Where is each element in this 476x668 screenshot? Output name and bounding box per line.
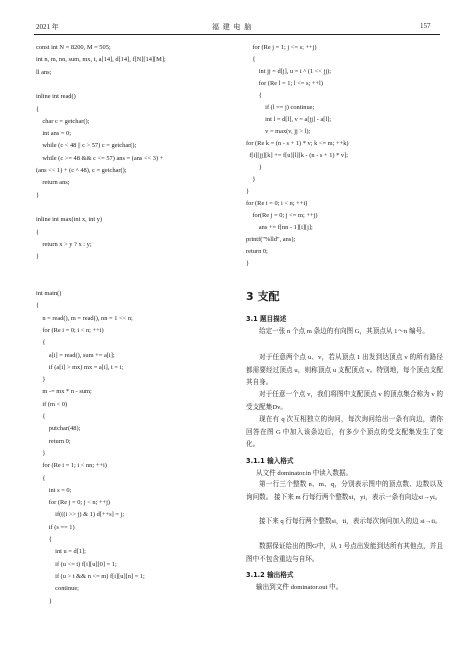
code-line: ans += f[nn - 1][i][j]; (246, 224, 313, 231)
code-line: f[i][jj][k] += f[u][l][k - (n - s + 1) * v]; (246, 152, 349, 159)
code-line: ll ans; (36, 68, 52, 76)
code-line: int n, m, nn, sum, mx, t, a[14], d[14], f[N][14][M]; (36, 56, 166, 64)
paragraph: 第一行三个整数 n、m、q，分别表示图中的顶点数、边数以及询问数。 接下来 m 行每行两个整数xi，yi，表示一条有向边xi→yi。 (246, 481, 443, 501)
code-line: int s = 0; (36, 486, 72, 494)
code-line: for (Re j = 0; j < n; ++j) (36, 499, 111, 507)
code-line: if (a[i] > mx) mx = a[i], t = i; (36, 363, 124, 371)
code-line: for (Re i = 1; i < nn; ++i) (36, 462, 107, 470)
code-line: return 0; (36, 437, 71, 445)
output-format-title: 3.1.2 输出格式 (246, 571, 294, 579)
paragraph: 数据保证给出的图G中，从 1 号点出发能到达所有其他点，并且图中不包含重边与自环。 (246, 543, 443, 563)
code-line: for (Re i = 0; i < n; ++i) (246, 200, 308, 207)
code-line: } (246, 176, 256, 183)
code-line: inline int max(int x, int y) (36, 216, 103, 224)
code-line: } (246, 260, 250, 267)
code-line: return ans; (36, 179, 70, 187)
code-line: for (Re l = 1; l <= s; ++l) (246, 80, 323, 87)
code-line: a[i] = read(), sum += a[i]; (36, 351, 115, 359)
output-file-line: 输出到文件 dominator.out 中。 (256, 584, 343, 591)
code-line: int jj = d[j], u = i ^ (1 << jj); (246, 68, 332, 75)
section-title: 3 支配 (246, 290, 280, 303)
code-line: int l = d[l], v = a[jj] - a[l]; (246, 116, 332, 123)
code-line: if(((i >> j) & 1) d[++s] = j; (36, 511, 125, 519)
code-line: char c = getchar(); (36, 117, 90, 125)
code-line: { (36, 474, 46, 482)
code-line: continue; (36, 585, 79, 593)
code-line: putchar(48); (36, 425, 81, 433)
code-line: int u = d[1]; (36, 548, 86, 556)
paragraph: 对于任意两个点 u、v，若从顶点 1 出发到达顶点 v 的所有路径都需要经过顶点 u，则称顶点 u 支配顶点 v。特别地，每个顶点支配其自身。 (246, 354, 443, 386)
code-line: if (m < 0) (36, 400, 68, 408)
header-journal: 福 建 电 脑 (212, 23, 253, 31)
code-line: { (36, 339, 46, 347)
code-line: return x > y ? x : y; (36, 240, 92, 248)
code-line: { (36, 302, 40, 310)
code-line: (ans << 1) + (c ^ 48), c = getchar(); (36, 167, 127, 174)
code-line: while (c < 48 || c > 57) c = getchar(); (36, 142, 137, 150)
code-line: for(Re j = 0; j <= m; ++j) (246, 212, 318, 219)
code-line: } (36, 191, 40, 199)
code-line: } (36, 376, 46, 384)
code-line: { (36, 536, 52, 543)
code-line: { (36, 228, 40, 236)
code-line: { (246, 56, 256, 63)
code-line: { (36, 413, 46, 420)
code-line: const int N = 8200, M = 505; (36, 44, 111, 51)
code-line: inline int read() (36, 93, 76, 101)
code-line: if (u > t && n <= m) f[i][u][n] = 1; (36, 572, 145, 580)
code-line: for (Re k = (n - s + 1) * v; k <= m; ++k) (246, 140, 349, 147)
header-rule (34, 34, 440, 35)
code-line: if (l == j) continue; (246, 104, 315, 111)
code-line: v = max(v, jj > l); (246, 128, 311, 135)
code-line: return 0; (246, 248, 268, 255)
code-line: printf("%lld", ans); (246, 236, 296, 243)
code-line: for (Re i = 0; i < n; ++i) (36, 326, 104, 334)
code-line: if (u <= t) f[i][u][0] = 1; (36, 560, 117, 568)
code-line: while (c >= 48 && c <= 57) ans = (ans << 3) + (36, 154, 164, 162)
code-line: } (36, 253, 40, 261)
code-line: { (36, 105, 40, 113)
code-line: } (36, 449, 46, 457)
subsection-title: 3.1 题目描述 (246, 315, 287, 323)
code-line: } (36, 597, 52, 605)
input-file-line: 从文件 dominator.in 中读入数据。 (256, 470, 353, 477)
input-format-title: 3.1.1 输入格式 (246, 457, 294, 465)
paragraph: 对于任意一个点 v，我们将图中支配顶点 v 的顶点集合称为 v 的受支配集Dv。 (246, 391, 443, 411)
code-line: n = read(), m = read(), nn = 1 << n; (36, 314, 133, 322)
header-year: 2021 年 (36, 23, 59, 31)
paragraph: 给定一张 n 个点 m 条边的有向图 G，其顶点从 1～n 编号。 (259, 328, 429, 335)
code-line: for (Re j = 1; j <= s; ++j) (246, 44, 317, 51)
paragraph: 接下来 q 行每行两个整数si，ti，表示每次询问加入的边 si→ti。 (259, 518, 442, 525)
code-line: m -= mx * n - sum; (36, 388, 92, 396)
code-line: int ans = 0; (36, 130, 72, 138)
code-line: } (246, 164, 262, 171)
code-line: if (s == 1) (36, 523, 75, 531)
code-line: int main() (36, 290, 62, 297)
header-page: 157 (420, 22, 431, 30)
code-line: } (246, 188, 250, 195)
code-line: { (246, 92, 262, 99)
paragraph: 现在有 q 次互相独立的询问，每次询问给出一条有向边，请你回答在图 G 中加入该条边后，有多少个顶点的受支配集发生了变化。 (246, 416, 443, 448)
